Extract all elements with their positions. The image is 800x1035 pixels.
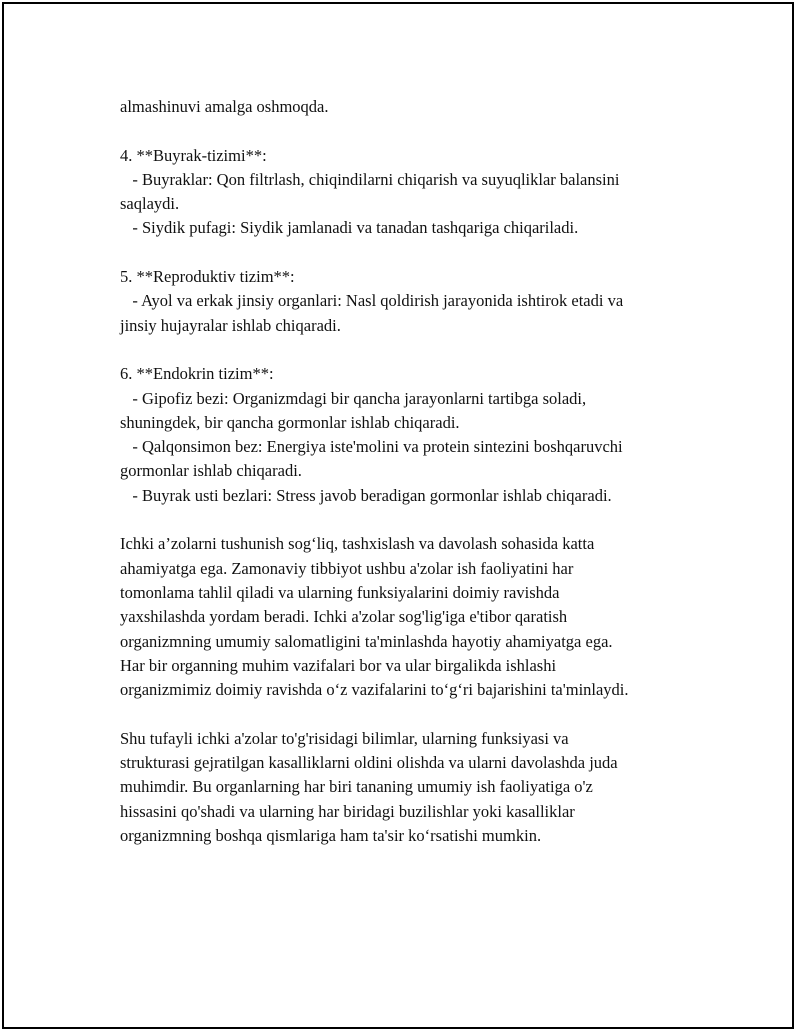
section-heading-buyrak: 4. **Buyrak-tizimi**: (120, 145, 267, 165)
paragraph-line: Ichki a’zolarni tushunish sog‘liq, tashxislash va davolash sohasida katta (120, 534, 595, 554)
spacer (120, 508, 720, 532)
paragraph-line: Shu tufayli ichki a'zolar to'g'risidagi bilimlar, ularning funksiyasi va (120, 728, 569, 748)
paragraph-line: ahamiyatga ega. Zamonaviy tibbiyot ushbu a'zolar ish faoliyatini har (120, 558, 574, 578)
section-line: saqlaydi. (120, 194, 180, 214)
section-line: - Buyrak usti bezlari: Stress javob beradigan gormonlar ishlab chiqaradi. (120, 485, 612, 505)
section-line: - Qalqonsimon bez: Energiya iste'molini va protein sintezini boshqaruvchi (120, 437, 623, 457)
section-line: - Gipofiz bezi: Organizmdagi bir qancha jarayonlarni tartibga soladi, (120, 388, 587, 408)
paragraph-line: Har bir organning muhim vazifalari bor va ular birgalikda ishlashi (120, 655, 557, 675)
paragraph-line: yaxshilashda yordam beradi. Ichki a'zolar sog'lig'iga e'tibor qaratish (120, 607, 568, 627)
paragraph-line: organizmning umumiy salomatligini ta'minlashda hayotiy ahamiyatga ega. (120, 631, 613, 651)
spacer (120, 241, 720, 265)
spacer (120, 119, 720, 143)
intro-tail-line: almashinuvi amalga oshmoqda. (120, 97, 329, 116)
section-heading-endokrin: 6. **Endokrin tizim**: (120, 364, 274, 384)
section-line: shuningdek, bir qancha gormonlar ishlab chiqaradi. (120, 412, 460, 432)
spacer (120, 338, 720, 362)
paragraph-line: organizmimiz doimiy ravishda o‘z vazifalarini to‘g‘ri bajarishini ta'minlaydi. (120, 680, 629, 700)
section-line: - Ayol va erkak jinsiy organlari: Nasl qoldirish jarayonida ishtirok etadi va (120, 291, 624, 311)
section-line: - Siydik pufagi: Siydik jamlanadi va tanadan tashqariga chiqariladi. (120, 218, 579, 238)
section-line: jinsiy hujayralar ishlab chiqaradi. (120, 315, 341, 335)
paragraph-line: muhimdir. Bu organlarning har biri tananing umumiy ish faoliyatiga o'z (120, 777, 593, 797)
paragraph-line: organizmning boshqa qismlariga ham ta'sir ko‘rsatishi mumkin. (120, 825, 542, 845)
spacer (120, 702, 720, 726)
section-line: gormonlar ishlab chiqaradi. (120, 461, 302, 481)
paragraph-line: tomonlama tahlil qiladi va ularning funksiyalarini doimiy ravishda (120, 582, 560, 602)
paragraph-line: hissasini qo'shadi va ularning har biridagi buzilishlar yoki kasalliklar (120, 801, 575, 821)
section-line: - Buyraklar: Qon filtrlash, chiqindilarni chiqarish va suyuqliklar balansini (120, 169, 620, 189)
paragraph-line: strukturasi gejratilgan kasalliklarni oldini olishda va ularni davolashda juda (120, 753, 618, 773)
document-body (120, 95, 720, 848)
section-heading-reproduktiv: 5. **Reproduktiv tizim**: (120, 267, 295, 287)
document-page (2, 2, 794, 1029)
